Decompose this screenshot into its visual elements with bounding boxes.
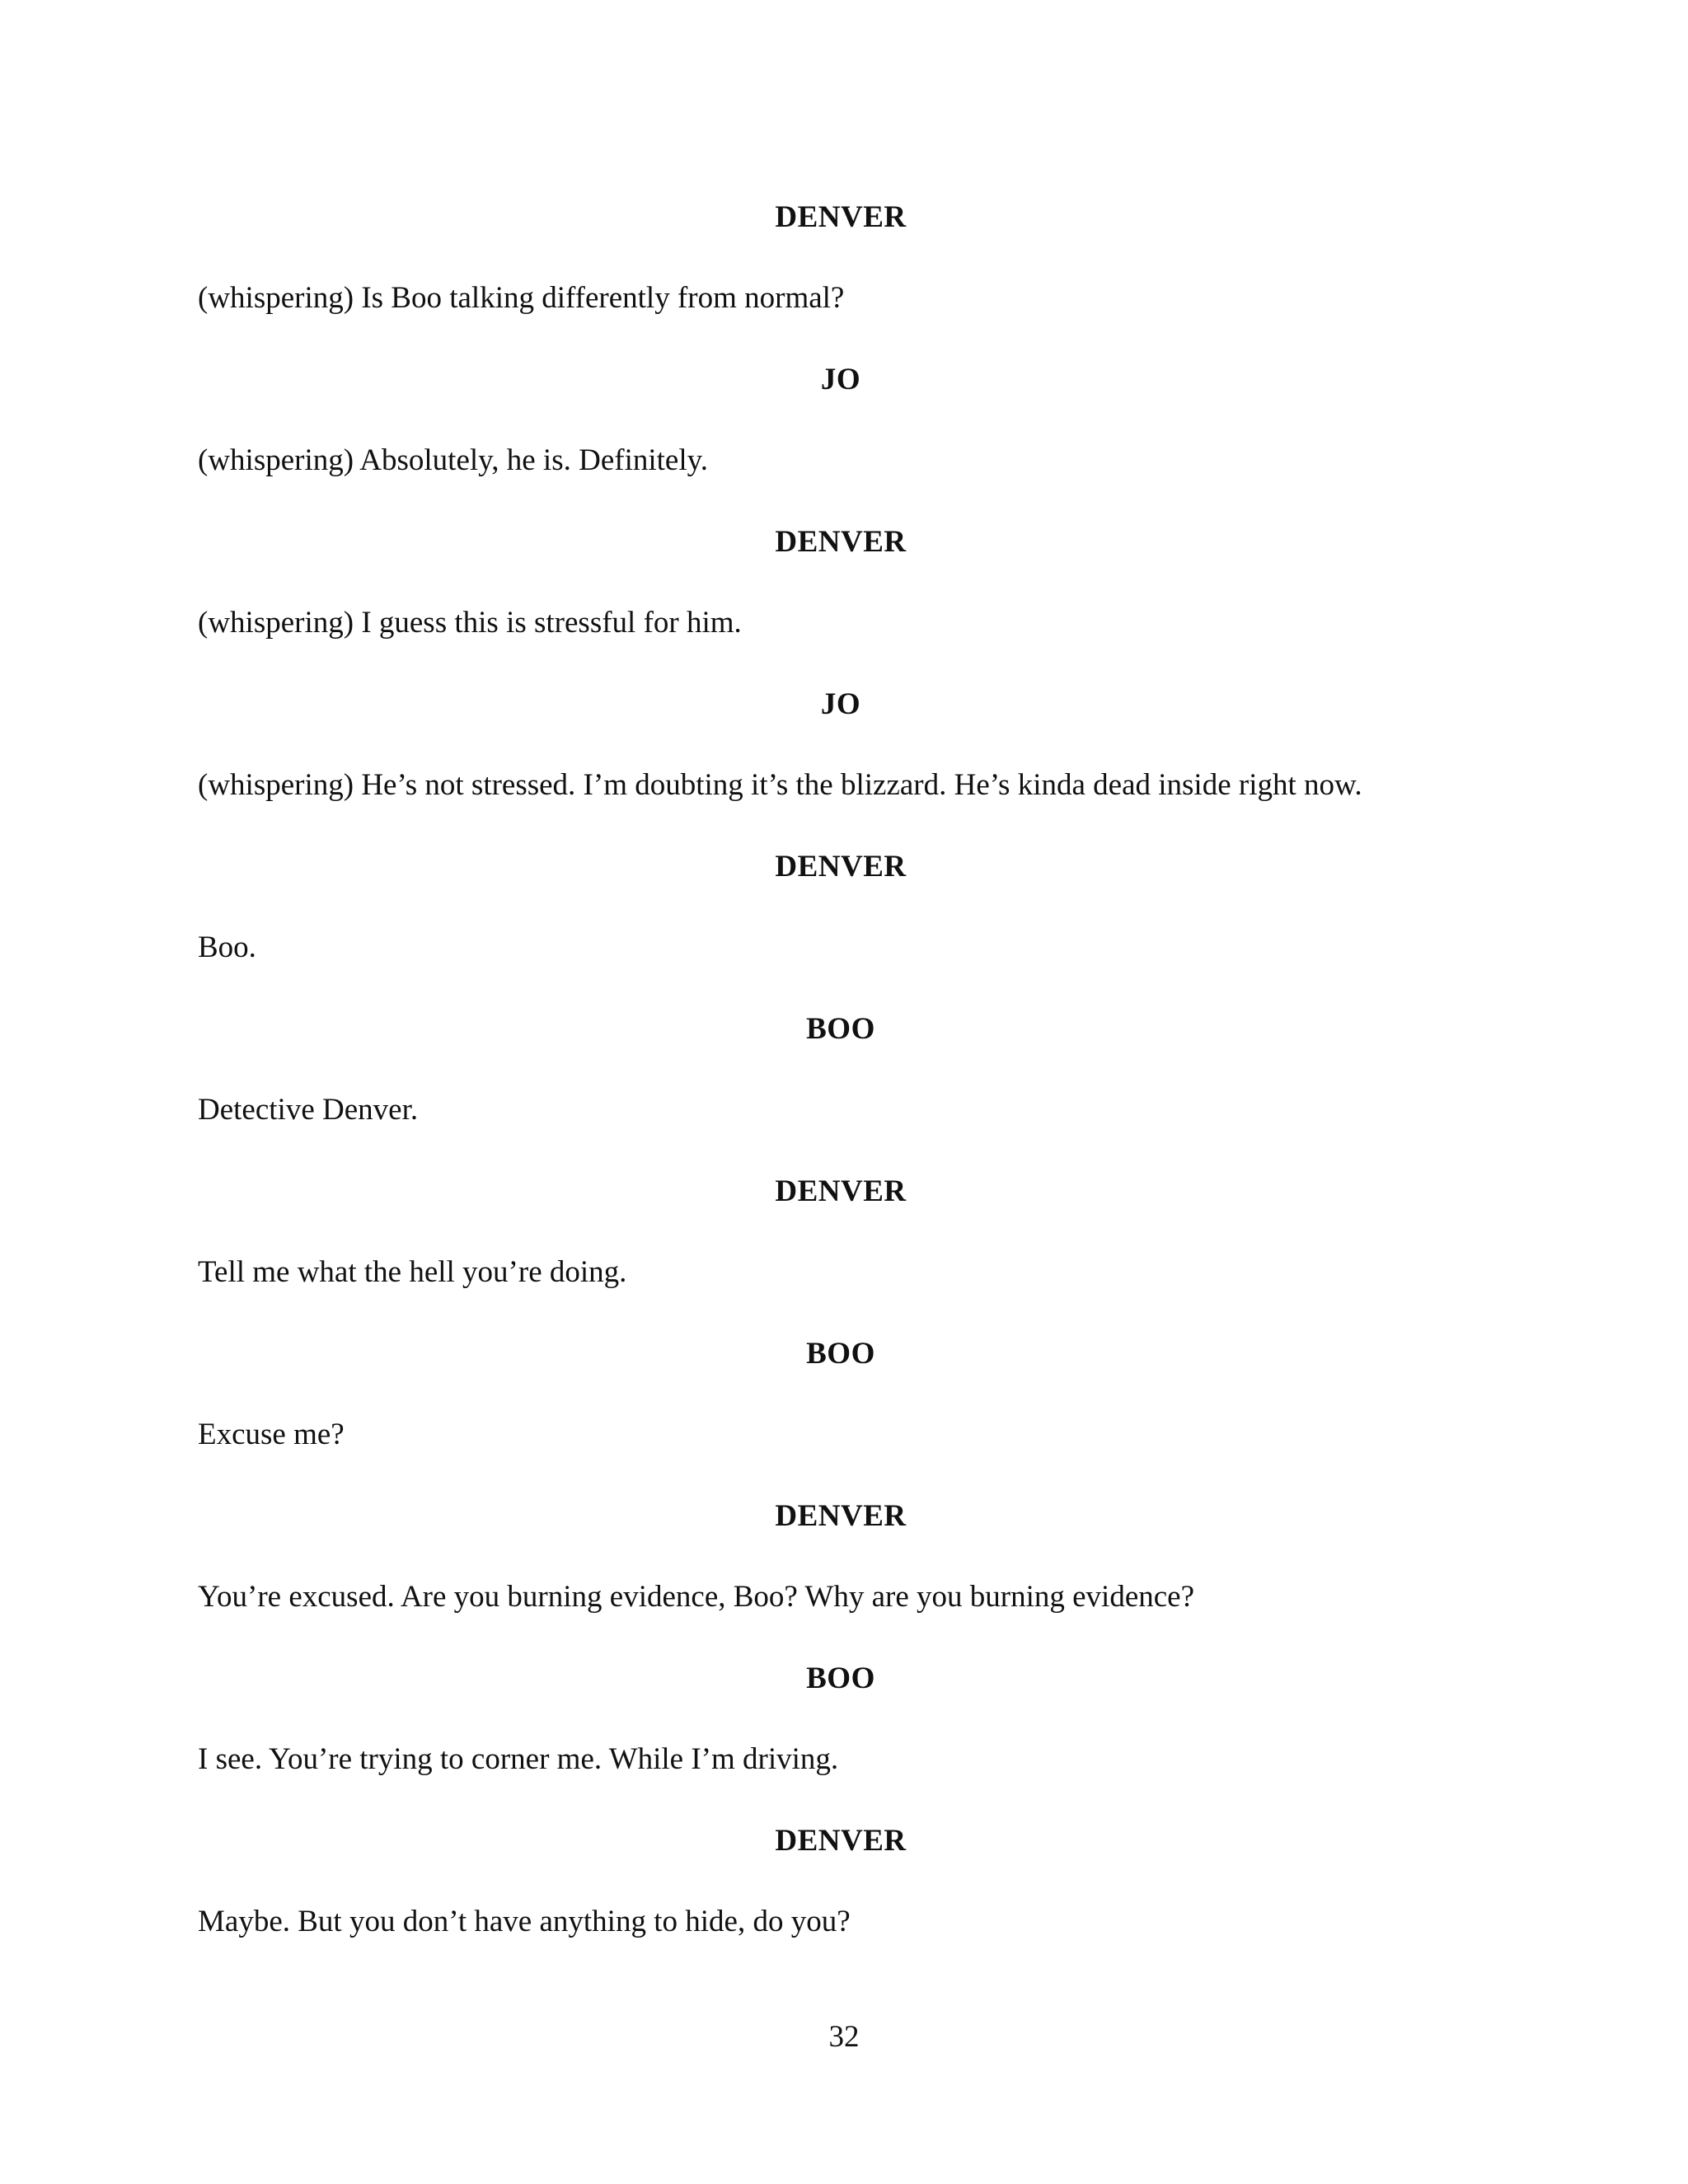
dialogue-block [198,682,1484,844]
dialogue-line: Maybe. But you don’t have anything to hide, do you? [198,1905,851,1938]
dialogue-list [198,194,1484,1980]
character-name: DENVER [775,200,907,234]
dialogue-block [198,1169,1484,1331]
character-name: DENVER [775,525,907,559]
character-name: DENVER [775,1824,907,1858]
dialogue-block [198,1656,1484,1818]
character-name: BOO [806,1337,875,1371]
dialogue-line: (whispering) He’s not stressed. I’m doubting it’s the blizzard. He’s kinda dead inside right now. [198,768,1362,802]
character-name: BOO [806,1661,875,1695]
dialogue-block [198,1331,1484,1493]
character-name: JO [820,363,861,396]
dialogue-line: (whispering) Is Boo talking differently from normal? [198,281,845,315]
dialogue-line: (whispering) Absolutely, he is. Definitely. [198,443,708,477]
dialogue-block [198,844,1484,1006]
character-name: DENVER [775,1174,907,1208]
dialogue-line: (whispering) I guess this is stressful for him. [198,606,742,640]
character-name: DENVER [775,850,907,883]
dialogue-line: Excuse me? [198,1418,345,1451]
dialogue-block [198,357,1484,519]
dialogue-block [198,519,1484,682]
dialogue-block [198,1006,1484,1169]
dialogue-block [198,194,1484,357]
dialogue-line: You’re excused. Are you burning evidence, Boo? Why are you burning evidence? [198,1580,1195,1614]
character-name: BOO [806,1012,875,1046]
character-name: JO [820,687,861,721]
character-name: DENVER [775,1499,907,1533]
dialogue-block [198,1493,1484,1656]
dialogue-line: Boo. [198,930,256,964]
dialogue-line: Tell me what the hell you’re doing. [198,1255,627,1289]
dialogue-line: Detective Denver. [198,1093,419,1127]
dialogue-block [198,1818,1484,1980]
dialogue-line: I see. You’re trying to corner me. While I’m driving. [198,1742,839,1776]
page-number: 32 [828,2020,860,2054]
